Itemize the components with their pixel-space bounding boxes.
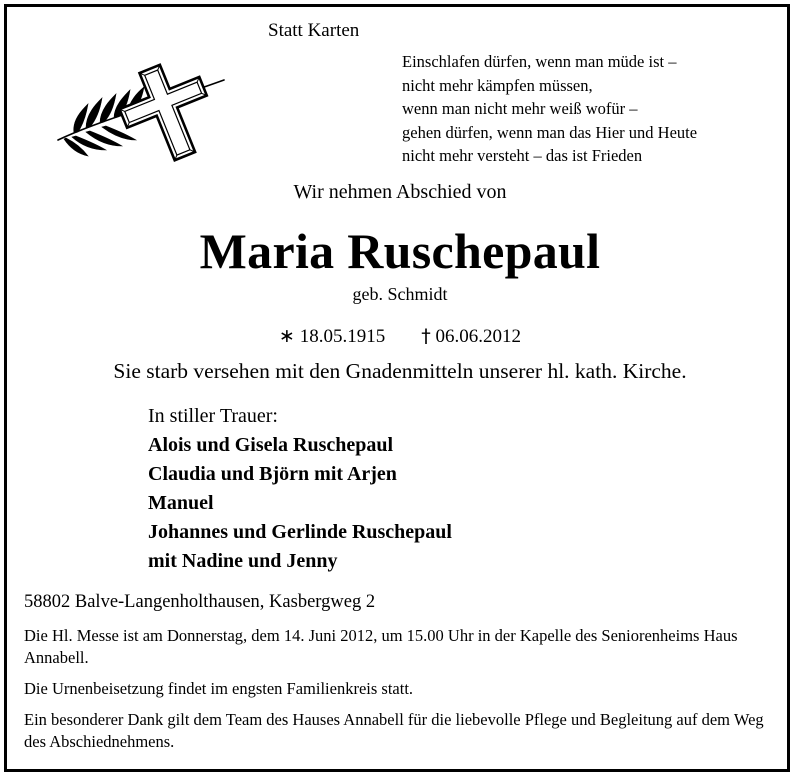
mourners-block <box>148 402 452 576</box>
poem-line: nicht mehr versteht – das ist Frieden <box>402 146 643 165</box>
mourner-name: Johannes und Gerlinde Ruschepaul <box>148 521 452 543</box>
poem-line: nicht mehr kämpfen müssen, <box>402 75 593 95</box>
mass-notice: Die Hl. Messe ist am Donnerstag, dem 14. Juni 2012, um 15.00 Uhr in der Kapelle des Seniorenheims Haus Annabell. <box>24 626 738 667</box>
cross-with-palm-branch-icon <box>56 60 232 164</box>
statt-karten-label: Statt Karten <box>268 20 360 41</box>
mourner-name: Claudia und Björn mit Arjen <box>148 463 397 485</box>
life-dates <box>0 325 800 348</box>
poem-line: Einschlafen dürfen, wenn man müde ist – <box>402 52 677 71</box>
death-cross-icon: † <box>421 325 431 347</box>
poem-line: wenn man nicht mehr weiß wofür – <box>402 99 638 118</box>
mourner-name: Manuel <box>148 492 214 514</box>
church-line: Sie starb versehen mit den Gnadenmitteln unserer hl. kath. Kirche. <box>113 359 687 383</box>
mourner-name: mit Nadine und Jenny <box>148 550 338 572</box>
mourner-name: Alois und Gisela Ruschepaul <box>148 434 394 456</box>
poem-line: gehen dürfen, wenn man das Hier und Heute <box>402 122 698 142</box>
birth-date: 18.05.1915 <box>299 326 386 347</box>
farewell-intro: Wir nehmen Abschied von <box>293 181 507 203</box>
birth-name: geb. Schmidt <box>352 284 448 304</box>
address: 58802 Balve-Langenholthausen, Kasbergweg 2 <box>24 592 376 612</box>
death-date: 06.06.2012 <box>435 326 521 347</box>
mourners-heading: In stiller Trauer: <box>148 405 278 427</box>
deceased-name: Maria Ruschepaul <box>199 223 601 279</box>
thanks-notice: Ein besonderer Dank gilt dem Team des Hauses Annabell für die liebevolle Pflege und Begleitung auf dem Weg des Abschiednehmens. <box>24 710 764 751</box>
poem <box>402 50 697 168</box>
burial-notice: Die Urnenbeisetzung findet im engsten Familienkreis statt. <box>24 679 414 698</box>
birth-star-icon: ∗ <box>279 325 295 347</box>
